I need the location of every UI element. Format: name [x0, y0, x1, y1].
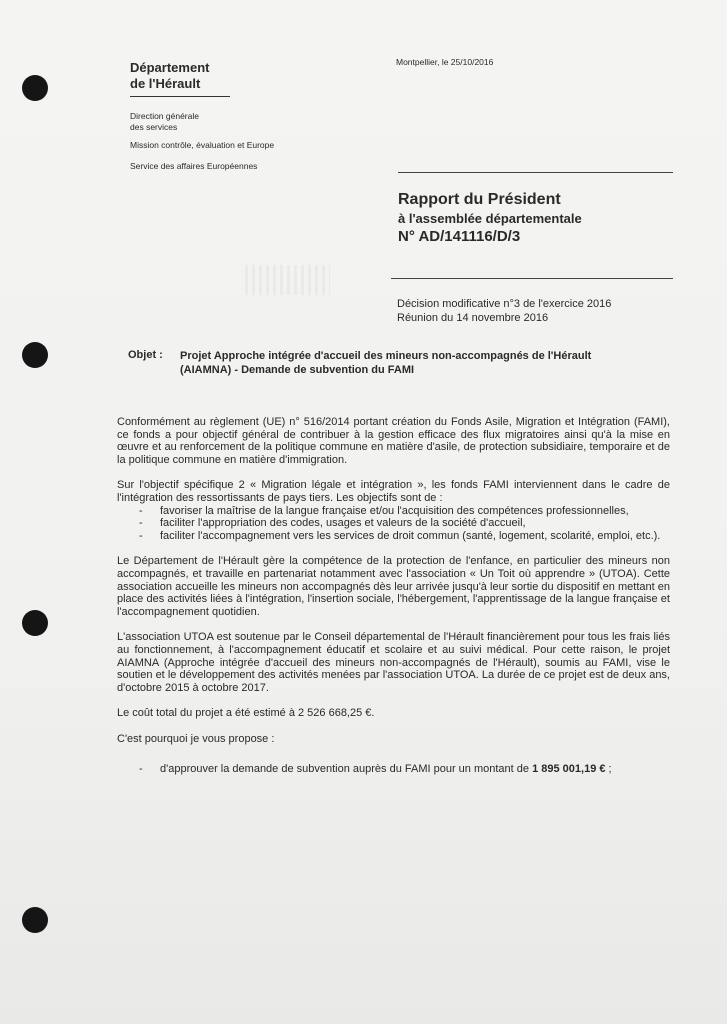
paragraph-proposal-intro: C'est pourquoi je vous propose :	[117, 732, 275, 745]
objet-label: Objet :	[128, 349, 163, 361]
department-name	[130, 60, 209, 92]
decision-line: Décision modificative n°3 de l'exercice 2016	[397, 298, 612, 310]
direction-generale	[130, 111, 199, 133]
mission-label: Mission contrôle, évaluation et Europe	[130, 140, 275, 150]
paragraph-objective: Sur l'objectif spécifique 2 « Migration légale et intégration », les fonds FAMI interviennent dans le cadre de l'intégration des ressortissants de pays tiers. Les objectifs sont de :	[117, 479, 670, 504]
title-rule-top	[398, 172, 673, 173]
binder-hole-lower	[22, 610, 48, 636]
paragraph-department: Le Département de l'Hérault gère la compétence de la protection de l'enfance, en particulier des mineurs non accompagnés, et travaille en partenariat notamment avec l'association « Un Toit où apprendre » (UTOA). Cette association accueille les mineurs non accompagnés dès leur arrivée jusqu'à leur sortie du dispositif en mettant en place des activités liées à l'intégration, l'insertion sociale, l'hébergement, l'apprentissage de la langue française et l'accompagnement quotidien.	[117, 555, 670, 618]
service-label: Service des affaires Européennes	[130, 161, 258, 171]
meeting-line: Réunion du 14 novembre 2016	[397, 312, 549, 324]
report-title: Rapport du Président	[398, 191, 561, 208]
department-divider	[130, 96, 230, 97]
objective-item: - faciliter l'appropriation des codes, usages et valeurs de la société d'accueil,	[117, 517, 670, 530]
report-number: N° AD/141116/D/3	[398, 228, 521, 245]
decision-info	[397, 297, 611, 325]
report-subtitle: à l'assemblée départementale	[398, 211, 582, 226]
binder-hole-bottom	[22, 907, 48, 933]
paragraph-total-cost: Le coût total du projet a été estimé à 2 526 668,25 €.	[117, 707, 375, 720]
proposal-amount: 1 895 001,19 €	[532, 763, 606, 776]
report-body	[117, 416, 670, 789]
faded-stamp	[245, 265, 330, 295]
proposal-text: d'approuver la demande de subvention auprès du FAMI pour un montant de	[160, 763, 530, 776]
department-line-2: de l'Hérault	[130, 76, 201, 91]
proposal-end: ;	[608, 763, 612, 776]
report-title-block	[398, 190, 582, 247]
direction-line-1: Direction générale	[130, 111, 199, 121]
objective-item: - favoriser la maîtrise de la langue française et/ou l'acquisition des compétences professionnelles,	[117, 505, 670, 518]
objective-item: - faciliter l'accompagnement vers les services de droit commun (santé, logement, scolarité, emploi, etc.).	[117, 530, 670, 543]
paragraph-fami-regulation: Conformément au règlement (UE) n° 516/2014 portant création du Fonds Asile, Migration et Intégration (FAMI), ce fonds a pour objectif général de contribuer à la gestion efficace des flux migratoires ainsi qu'à la mise en œuvre et au renforcement de la politique commune en matière d'asile, de protection subsidiaire, temporaire et de la politique commune en matière d'immigration.	[117, 416, 670, 466]
title-rule-bottom	[391, 278, 673, 279]
place-date: Montpellier, le 25/10/2016	[396, 57, 494, 67]
paragraph-utoa: L'association UTOA est soutenue par le Conseil départemental de l'Hérault financièrement pour tous les frais liés au fonctionnement, à l'accompagnement éducatif et scolaire et au suivi médical. Pour cette raison, le projet AIAMNA (Approche intégrée d'accueil des mineurs non-accompagnés de l'Hérault), soumis au FAMI, vise le soutien et le développement des activités menées par l'association UTOA. La durée de ce projet est de deux ans, d'octobre 2015 à octobre 2017.	[117, 631, 670, 694]
binder-hole-middle	[22, 342, 48, 368]
objet-text: Projet Approche intégrée d'accueil des mineurs non-accompagnés de l'Hérault (AIAMNA) - Demande de subvention du FAMI	[180, 350, 592, 376]
objectives-list	[117, 505, 670, 543]
binder-hole-top	[22, 75, 48, 101]
proposal-item	[117, 763, 670, 776]
department-line-1: Département	[130, 60, 210, 75]
direction-line-2: des services	[130, 122, 178, 132]
